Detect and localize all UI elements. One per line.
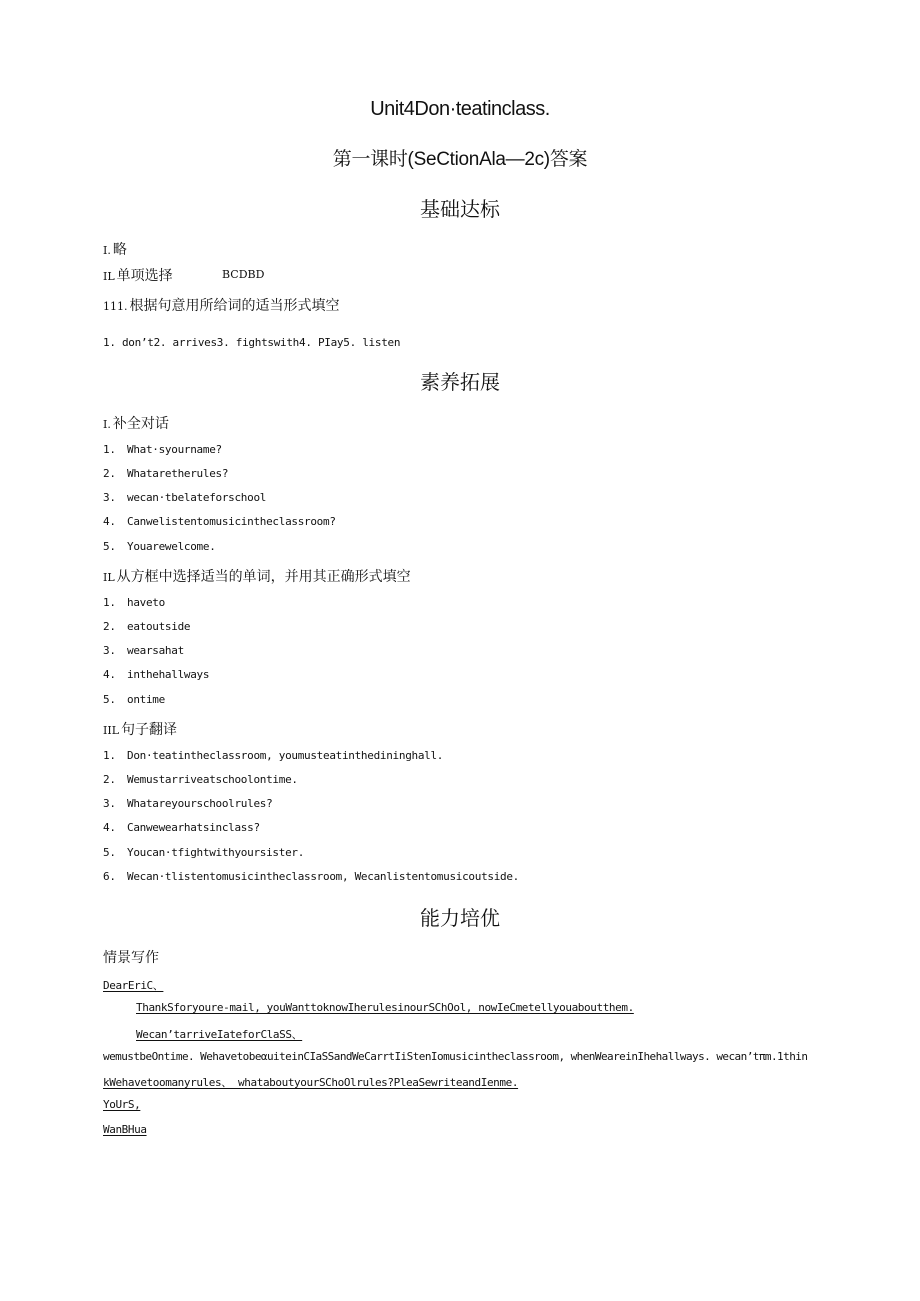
part-number: IL xyxy=(103,270,115,283)
list-item: 6. Wecan·tlistentomusicintheclassroom, Wecanlistentomusicoutside. xyxy=(103,870,519,883)
section1-part1 xyxy=(103,239,127,259)
part-label: 从方框中选择适当的单词，并用其正确形式填空 xyxy=(116,569,411,585)
part-number: I. xyxy=(103,244,111,257)
list-item: 5. Youarewelcome. xyxy=(103,540,216,553)
letter-line: Wecan’tarriveIateforClaSS、 xyxy=(136,1028,303,1041)
section-heading-advanced: 能力培优 xyxy=(420,906,500,930)
fill-in-answers: 1. don’t2. arrives3. fightswith4. PIay5. listen xyxy=(103,336,401,349)
letter-signature: WanBHua xyxy=(103,1123,147,1136)
part-label: 补全对话 xyxy=(112,416,169,432)
part-number: IIL xyxy=(103,724,119,737)
part-number: IL xyxy=(103,571,115,584)
list-item: 1. Don·teatintheclassroom, youmusteatinthedininghall. xyxy=(103,749,444,762)
list-item: 4. Canwewearhatsinclass? xyxy=(103,821,260,834)
letter-line: wemustbeOntime. WehavetobeαuiteinCIaSSandWeCarrtIiStenIomusicintheclassroom, whenWeareinIhehallways. wecan’tπm.1thin xyxy=(103,1050,808,1063)
list-item: 4. Canwelistentomusicintheclassroom? xyxy=(103,515,336,528)
part-label: 单项选择 xyxy=(116,268,173,284)
section-heading-basic: 基础达标 xyxy=(420,197,500,221)
letter-line: ThankSforyoure-mail, youWanttoknowIherulesinourSChOol, nowIeCmetellyouaboutthem. xyxy=(136,1001,634,1014)
part-label: 句子翻译 xyxy=(121,722,177,738)
section2-part3 xyxy=(103,719,177,739)
section-heading-extension: 素养拓展 xyxy=(420,370,500,394)
letter-greeting: DearEriC、 xyxy=(103,979,164,992)
part-number: 111. xyxy=(103,300,128,313)
list-item: 1. What·syourname? xyxy=(103,443,222,456)
list-item: 3. wecan·tbelateforschool xyxy=(103,491,267,504)
list-item: 4. inthehallways xyxy=(103,668,210,681)
part-label: 根据句意用所给词的适当形式填空 xyxy=(129,298,340,314)
part-number: I. xyxy=(103,418,111,431)
part-label: 略 xyxy=(112,242,127,258)
list-item: 2. eatoutside xyxy=(103,620,191,633)
list-item: 5. ontime xyxy=(103,693,165,706)
section2-part2 xyxy=(103,566,411,586)
list-item: 5. Youcan·tfightwithyoursister. xyxy=(103,846,305,859)
document-subtitle: 第一课时(SeCtionAla—2c)答案 xyxy=(332,149,588,170)
list-item: 3. wearsahat xyxy=(103,644,184,657)
writing-task-heading: 情景写作 xyxy=(103,950,159,966)
list-item: 2. Wemustarriveatschoolontime. xyxy=(103,773,298,786)
list-item: 2. Whataretherules? xyxy=(103,467,229,480)
section1-part3 xyxy=(103,295,340,315)
multiple-choice-answers: BCDBD xyxy=(222,268,265,281)
list-item: 1. haveto xyxy=(103,596,165,609)
document-title: Unit4Don·teatinclass. xyxy=(370,98,550,120)
letter-line: kWehavetoomanyrules、 whataboutyourSChoOlrules?PleaSewriteandIenme. xyxy=(103,1076,519,1089)
list-item: 3. Whatareyourschoolrules? xyxy=(103,797,273,810)
section2-part1 xyxy=(103,413,169,433)
letter-closing: YoUrS, xyxy=(103,1098,141,1111)
section1-part2 xyxy=(103,265,173,285)
